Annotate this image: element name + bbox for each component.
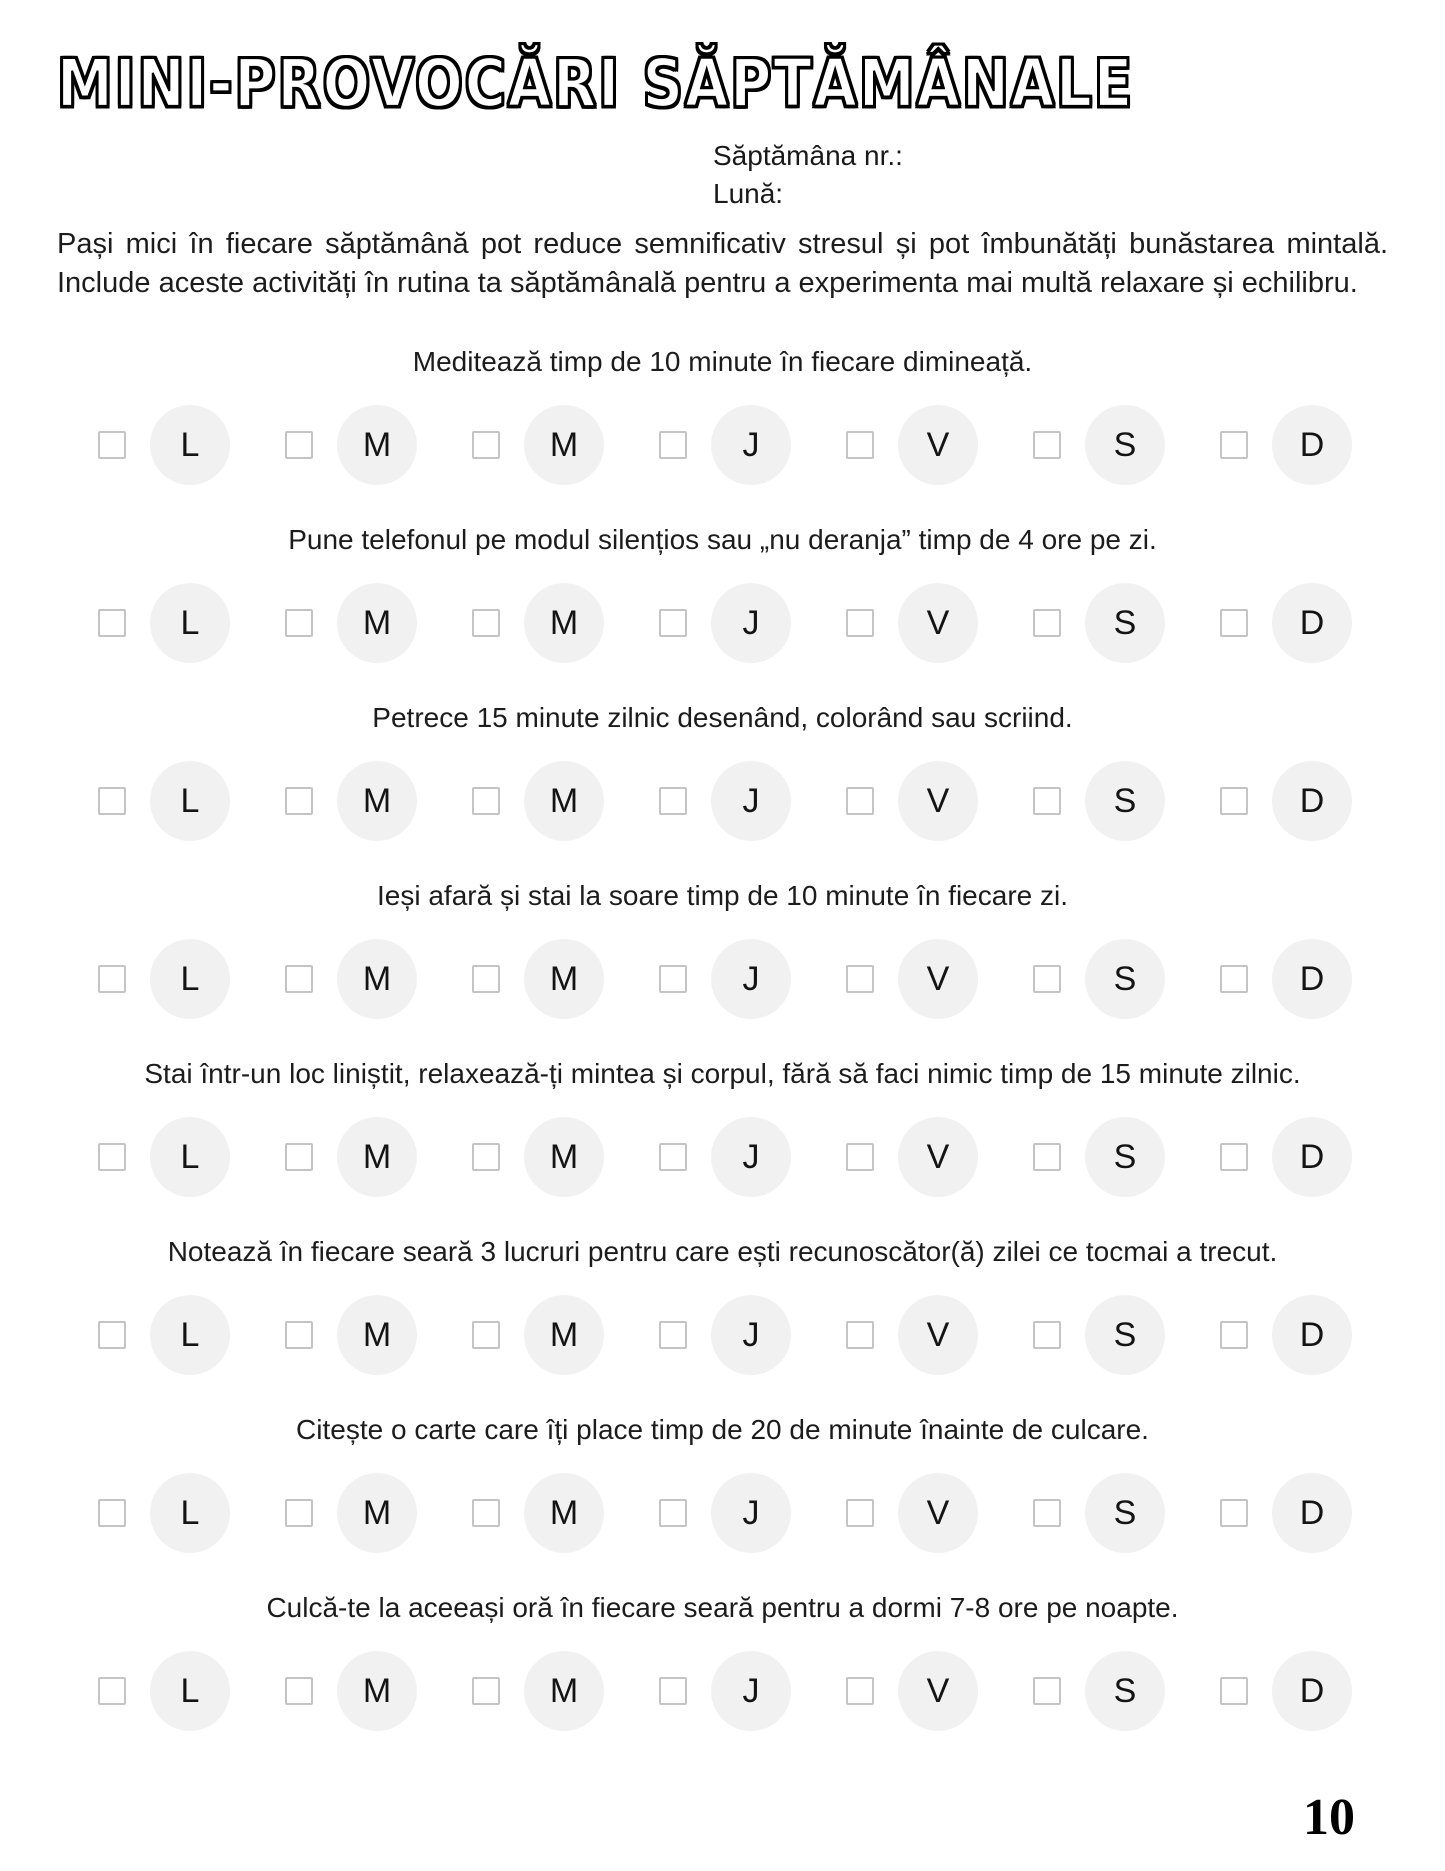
- day-circle: [1085, 583, 1165, 663]
- day-checkbox[interactable]: [1033, 787, 1061, 815]
- day-cell: [472, 405, 604, 485]
- day-circle: [337, 1473, 417, 1553]
- day-cell: [1220, 1473, 1352, 1553]
- day-label: D: [1299, 603, 1325, 642]
- week-meta: [713, 137, 1388, 213]
- day-label: M: [362, 1315, 392, 1354]
- day-checkbox[interactable]: [659, 431, 687, 459]
- day-cell: [98, 761, 230, 841]
- day-checkbox[interactable]: [1220, 431, 1248, 459]
- day-cell: [285, 583, 417, 663]
- challenge-text: Notează în fiecare seară 3 lucruri pentru care ești recunoscător(ă) zilei ce tocmai a trecut.: [167, 1236, 1278, 1267]
- day-circle: [337, 405, 417, 485]
- day-cell: [98, 1295, 230, 1375]
- day-label: M: [362, 781, 392, 820]
- day-checkbox[interactable]: [285, 965, 313, 993]
- day-cell: [659, 1651, 791, 1731]
- day-label: M: [362, 959, 392, 998]
- day-label: S: [1113, 1315, 1137, 1354]
- month-label: Lună:: [713, 178, 784, 209]
- page-title: MINI-PROVOCĂRI SĂPTĂMÂNALE: [57, 46, 1135, 123]
- day-cell: [1033, 405, 1165, 485]
- day-label: L: [180, 781, 200, 820]
- day-cell: [846, 583, 978, 663]
- day-label: M: [549, 781, 579, 820]
- day-checkbox[interactable]: [659, 1499, 687, 1527]
- day-cell: [472, 1117, 604, 1197]
- day-checkbox[interactable]: [659, 965, 687, 993]
- day-label: L: [180, 425, 200, 464]
- day-checkbox[interactable]: [98, 431, 126, 459]
- day-label: J: [742, 1671, 760, 1710]
- day-checkbox[interactable]: [1033, 609, 1061, 637]
- day-cell: [659, 583, 791, 663]
- challenge-item: [57, 1055, 1388, 1197]
- day-checkbox[interactable]: [472, 1321, 500, 1349]
- day-circle: [1272, 405, 1352, 485]
- day-label: S: [1113, 425, 1137, 464]
- day-label: D: [1299, 959, 1325, 998]
- day-label: D: [1299, 1137, 1325, 1176]
- day-circle: [711, 1295, 791, 1375]
- day-cell: [1220, 405, 1352, 485]
- day-cell: [285, 1295, 417, 1375]
- day-circle: [898, 939, 978, 1019]
- day-cell: [472, 1473, 604, 1553]
- day-checkbox[interactable]: [1033, 1143, 1061, 1171]
- day-label: D: [1299, 1315, 1325, 1354]
- day-label: M: [549, 425, 579, 464]
- day-row: [98, 1295, 1352, 1375]
- day-checkbox[interactable]: [98, 787, 126, 815]
- day-label: S: [1113, 781, 1137, 820]
- day-circle: [711, 761, 791, 841]
- day-cell: [846, 405, 978, 485]
- day-circle: [711, 405, 791, 485]
- day-checkbox[interactable]: [846, 1499, 874, 1527]
- day-label: V: [926, 603, 950, 642]
- day-label: D: [1299, 1493, 1325, 1532]
- week-number-label: Săptămâna nr.:: [713, 140, 903, 171]
- day-row: [98, 939, 1352, 1019]
- day-circle: [711, 583, 791, 663]
- day-checkbox[interactable]: [846, 609, 874, 637]
- day-circle: [337, 1117, 417, 1197]
- day-cell: [1220, 1117, 1352, 1197]
- day-circle: [898, 1473, 978, 1553]
- day-circle: [524, 1473, 604, 1553]
- day-checkbox[interactable]: [98, 1321, 126, 1349]
- day-circle: [898, 1117, 978, 1197]
- day-cell: [98, 583, 230, 663]
- day-cell: [98, 939, 230, 1019]
- day-circle: [524, 405, 604, 485]
- day-circle: [337, 939, 417, 1019]
- day-checkbox[interactable]: [472, 965, 500, 993]
- day-label: S: [1113, 1137, 1137, 1176]
- day-row: [98, 761, 1352, 841]
- day-circle: [1272, 583, 1352, 663]
- day-row: [98, 1651, 1352, 1731]
- day-circle: [524, 1117, 604, 1197]
- day-checkbox[interactable]: [1220, 1499, 1248, 1527]
- day-checkbox[interactable]: [659, 609, 687, 637]
- day-label: M: [549, 1137, 579, 1176]
- day-circle: [150, 1117, 230, 1197]
- day-label: J: [742, 1493, 760, 1532]
- day-checkbox[interactable]: [659, 1143, 687, 1171]
- day-circle: [150, 939, 230, 1019]
- day-label: V: [926, 1671, 950, 1710]
- day-label: M: [362, 425, 392, 464]
- day-checkbox[interactable]: [1220, 787, 1248, 815]
- intro-paragraph: Pași mici în fiecare săptămână pot reduce semnificativ stresul și pot îmbunătăți bunăstarea mintală. Include aceste activități în rutina ta săptămânală pentru a experimenta mai multă relaxare și echilibru.: [57, 228, 1388, 299]
- day-cell: [659, 1295, 791, 1375]
- day-label: M: [549, 1315, 579, 1354]
- day-cell: [472, 761, 604, 841]
- day-cell: [846, 761, 978, 841]
- day-label: D: [1299, 1671, 1325, 1710]
- day-checkbox[interactable]: [1220, 1677, 1248, 1705]
- day-checkbox[interactable]: [472, 609, 500, 637]
- day-cell: [1220, 1295, 1352, 1375]
- day-checkbox[interactable]: [659, 787, 687, 815]
- day-checkbox[interactable]: [659, 1677, 687, 1705]
- day-label: S: [1113, 1493, 1137, 1532]
- day-circle: [1272, 939, 1352, 1019]
- day-cell: [659, 405, 791, 485]
- day-circle: [898, 1295, 978, 1375]
- day-circle: [337, 761, 417, 841]
- day-checkbox[interactable]: [285, 787, 313, 815]
- challenge-text: Citește o carte care îți place timp de 20 de minute înainte de culcare.: [296, 1414, 1149, 1445]
- day-cell: [1033, 1651, 1165, 1731]
- day-cell: [659, 939, 791, 1019]
- day-cell: [285, 1473, 417, 1553]
- day-circle: [1085, 1651, 1165, 1731]
- day-circle: [1085, 1295, 1165, 1375]
- day-cell: [1033, 939, 1165, 1019]
- day-circle: [711, 939, 791, 1019]
- day-checkbox[interactable]: [472, 1143, 500, 1171]
- challenge-item: [57, 343, 1388, 485]
- day-circle: [524, 1651, 604, 1731]
- day-cell: [472, 939, 604, 1019]
- challenge-text: Stai într-un loc liniștit, relaxează-ți mintea și corpul, fără să faci nimic timp de 15 minute zilnic.: [144, 1058, 1301, 1089]
- day-circle: [1085, 761, 1165, 841]
- day-circle: [1272, 1295, 1352, 1375]
- challenge-item: [57, 1411, 1388, 1553]
- day-checkbox[interactable]: [846, 1321, 874, 1349]
- day-label: J: [742, 781, 760, 820]
- day-label: J: [742, 603, 760, 642]
- day-cell: [846, 1117, 978, 1197]
- day-circle: [337, 1295, 417, 1375]
- day-label: L: [180, 959, 200, 998]
- day-circle: [1085, 939, 1165, 1019]
- day-cell: [659, 761, 791, 841]
- day-checkbox[interactable]: [472, 431, 500, 459]
- day-label: M: [549, 1493, 579, 1532]
- day-label: M: [549, 603, 579, 642]
- day-circle: [150, 1473, 230, 1553]
- day-checkbox[interactable]: [846, 965, 874, 993]
- day-checkbox[interactable]: [98, 1499, 126, 1527]
- day-circle: [524, 761, 604, 841]
- day-cell: [1220, 1651, 1352, 1731]
- day-checkbox[interactable]: [1033, 1677, 1061, 1705]
- day-row: [98, 583, 1352, 663]
- day-circle: [711, 1117, 791, 1197]
- day-cell: [1033, 1473, 1165, 1553]
- day-circle: [524, 939, 604, 1019]
- day-cell: [659, 1473, 791, 1553]
- day-checkbox[interactable]: [846, 431, 874, 459]
- day-circle: [150, 583, 230, 663]
- day-label: M: [549, 1671, 579, 1710]
- day-cell: [98, 405, 230, 485]
- day-label: V: [926, 1493, 950, 1532]
- day-cell: [285, 405, 417, 485]
- day-circle: [1085, 1473, 1165, 1553]
- day-label: S: [1113, 603, 1137, 642]
- day-cell: [846, 1651, 978, 1731]
- day-label: V: [926, 1315, 950, 1354]
- day-cell: [98, 1651, 230, 1731]
- day-checkbox[interactable]: [1220, 609, 1248, 637]
- day-label: V: [926, 425, 950, 464]
- day-label: V: [926, 1137, 950, 1176]
- day-checkbox[interactable]: [285, 609, 313, 637]
- day-label: S: [1113, 1671, 1137, 1710]
- challenge-text: Meditează timp de 10 minute în fiecare dimineață.: [412, 346, 1033, 377]
- day-label: J: [742, 425, 760, 464]
- challenge-item: [57, 1589, 1388, 1731]
- day-circle: [1272, 1117, 1352, 1197]
- challenge-item: [57, 699, 1388, 841]
- challenge-item: [57, 1233, 1388, 1375]
- day-checkbox[interactable]: [1033, 1499, 1061, 1527]
- day-label: J: [742, 1137, 760, 1176]
- day-label: M: [362, 1493, 392, 1532]
- day-circle: [1272, 1473, 1352, 1553]
- day-checkbox[interactable]: [1033, 1321, 1061, 1349]
- day-cell: [1033, 1117, 1165, 1197]
- day-cell: [285, 761, 417, 841]
- day-circle: [898, 1651, 978, 1731]
- day-label: L: [180, 603, 200, 642]
- page-number: 10: [1303, 1789, 1355, 1846]
- day-cell: [659, 1117, 791, 1197]
- day-cell: [285, 1651, 417, 1731]
- day-checkbox[interactable]: [1220, 965, 1248, 993]
- day-cell: [1033, 583, 1165, 663]
- day-circle: [150, 1651, 230, 1731]
- day-label: L: [180, 1315, 200, 1354]
- day-checkbox[interactable]: [98, 1677, 126, 1705]
- day-checkbox[interactable]: [285, 1143, 313, 1171]
- day-checkbox[interactable]: [1033, 965, 1061, 993]
- day-row: [98, 405, 1352, 485]
- day-checkbox[interactable]: [285, 431, 313, 459]
- challenge-text: Ieși afară și stai la soare timp de 10 minute în fiecare zi.: [377, 880, 1068, 911]
- day-cell: [1033, 761, 1165, 841]
- day-label: V: [926, 959, 950, 998]
- day-cell: [1033, 1295, 1165, 1375]
- day-label: J: [742, 1315, 760, 1354]
- day-checkbox[interactable]: [98, 965, 126, 993]
- day-cell: [1220, 939, 1352, 1019]
- day-cell: [285, 939, 417, 1019]
- day-label: M: [362, 603, 392, 642]
- day-circle: [898, 583, 978, 663]
- day-circle: [1085, 405, 1165, 485]
- day-cell: [98, 1473, 230, 1553]
- day-row: [98, 1473, 1352, 1553]
- day-label: D: [1299, 781, 1325, 820]
- challenge-text: Pune telefonul pe modul silențios sau „nu deranja” timp de 4 ore pe zi.: [288, 524, 1157, 555]
- challenge-item: [57, 521, 1388, 663]
- day-checkbox[interactable]: [285, 1677, 313, 1705]
- challenge-text: Petrece 15 minute zilnic desenând, colorând sau scriind.: [372, 702, 1073, 733]
- day-circle: [711, 1651, 791, 1731]
- day-cell: [472, 583, 604, 663]
- day-checkbox[interactable]: [472, 1677, 500, 1705]
- day-cell: [472, 1295, 604, 1375]
- day-circle: [1272, 761, 1352, 841]
- day-checkbox[interactable]: [1033, 431, 1061, 459]
- day-circle: [337, 1651, 417, 1731]
- day-cell: [846, 1295, 978, 1375]
- day-checkbox[interactable]: [285, 1321, 313, 1349]
- day-circle: [524, 1295, 604, 1375]
- day-circle: [898, 761, 978, 841]
- day-circle: [1085, 1117, 1165, 1197]
- day-circle: [150, 405, 230, 485]
- day-cell: [98, 1117, 230, 1197]
- day-checkbox[interactable]: [1220, 1143, 1248, 1171]
- day-checkbox[interactable]: [285, 1499, 313, 1527]
- day-label: L: [180, 1493, 200, 1532]
- day-label: S: [1113, 959, 1137, 998]
- day-circle: [898, 405, 978, 485]
- day-cell: [846, 1473, 978, 1553]
- day-label: V: [926, 781, 950, 820]
- day-label: M: [362, 1137, 392, 1176]
- day-checkbox[interactable]: [1220, 1321, 1248, 1349]
- day-checkbox[interactable]: [98, 609, 126, 637]
- day-checkbox[interactable]: [846, 1677, 874, 1705]
- day-circle: [524, 583, 604, 663]
- day-cell: [846, 939, 978, 1019]
- challenge-item: [57, 877, 1388, 1019]
- day-circle: [150, 1295, 230, 1375]
- day-circle: [150, 761, 230, 841]
- day-checkbox[interactable]: [659, 1321, 687, 1349]
- day-label: J: [742, 959, 760, 998]
- day-checkbox[interactable]: [472, 787, 500, 815]
- day-cell: [1220, 761, 1352, 841]
- day-circle: [711, 1473, 791, 1553]
- day-circle: [337, 583, 417, 663]
- challenge-text: Culcă-te la aceeași oră în fiecare seară pentru a dormi 7-8 ore pe noapte.: [266, 1592, 1179, 1623]
- day-checkbox[interactable]: [98, 1143, 126, 1171]
- day-label: D: [1299, 425, 1325, 464]
- day-label: M: [549, 959, 579, 998]
- day-cell: [472, 1651, 604, 1731]
- day-cell: [1220, 583, 1352, 663]
- day-row: [98, 1117, 1352, 1197]
- day-checkbox[interactable]: [472, 1499, 500, 1527]
- day-label: L: [180, 1671, 200, 1710]
- day-checkbox[interactable]: [846, 1143, 874, 1171]
- day-circle: [1272, 1651, 1352, 1731]
- day-checkbox[interactable]: [846, 787, 874, 815]
- day-label: M: [362, 1671, 392, 1710]
- day-cell: [285, 1117, 417, 1197]
- day-label: L: [180, 1137, 200, 1176]
